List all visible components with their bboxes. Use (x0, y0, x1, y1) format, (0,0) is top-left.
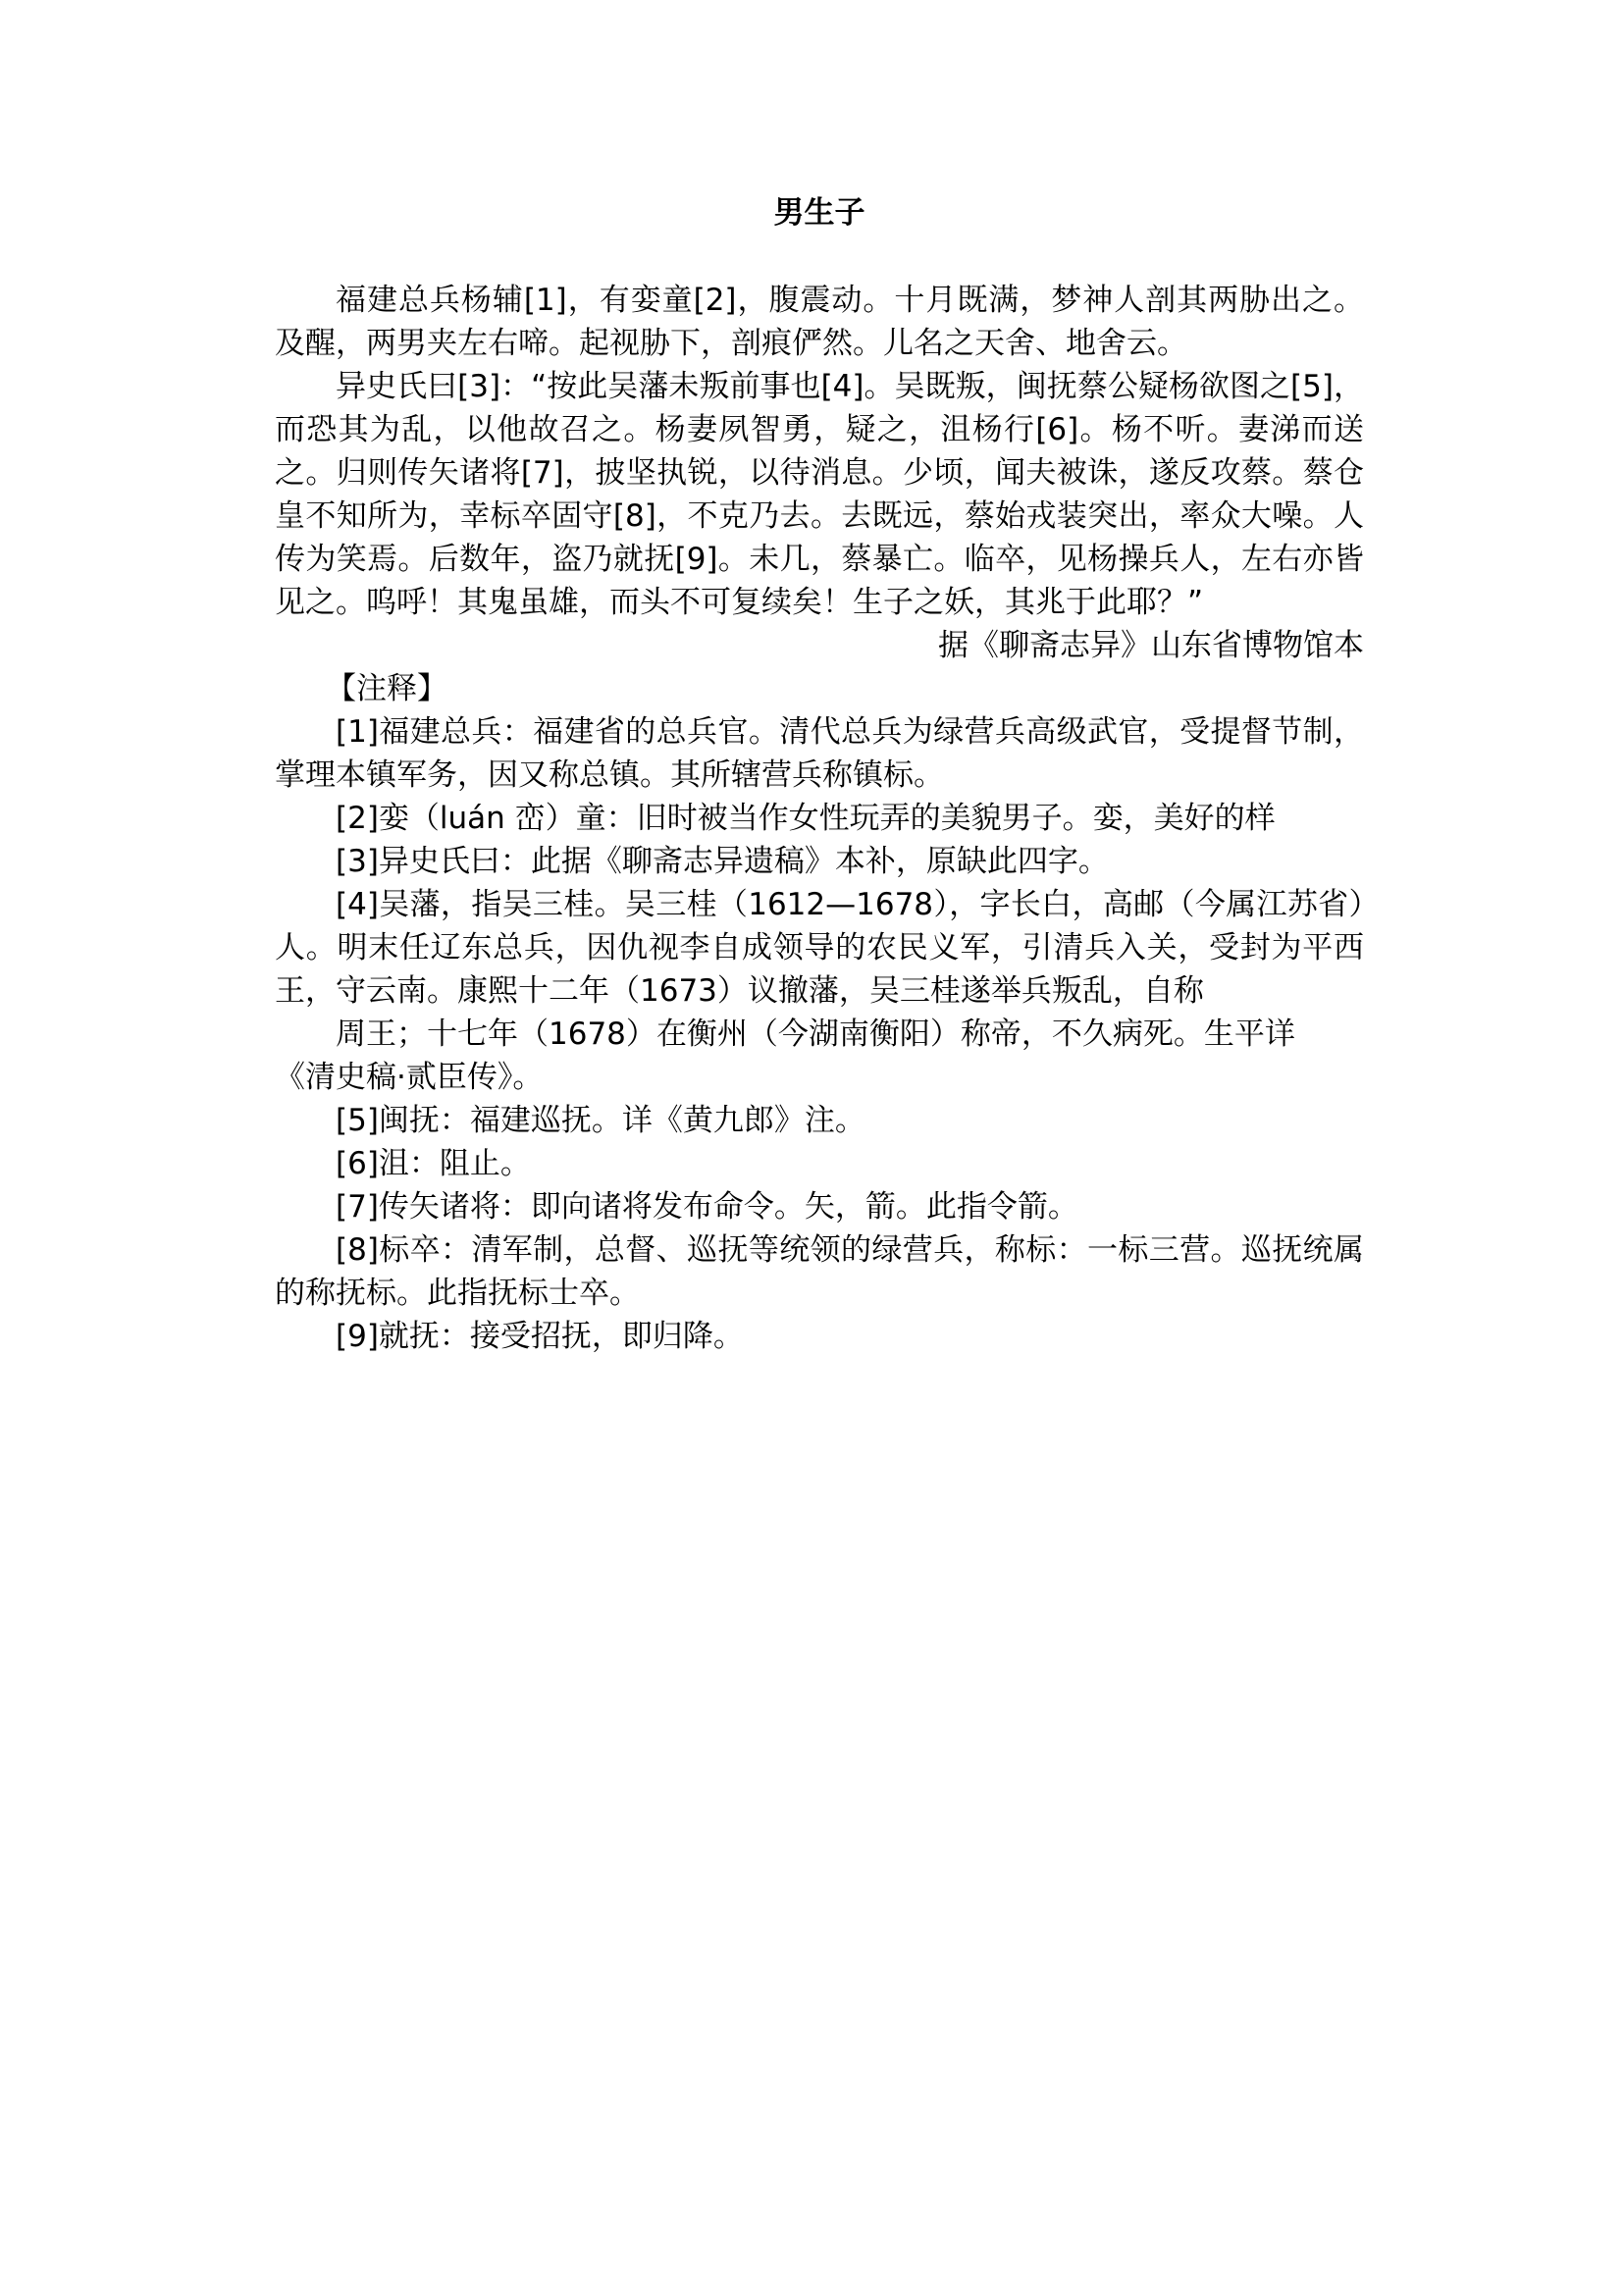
note-4-reference: 《清史稿·贰臣传》。 (275, 1060, 544, 1095)
document-title: 男生子 (773, 195, 865, 231)
note-3: [3]异史氏曰：此据《聊斋志异遗稿》本补，原缺此四字。 (336, 844, 1109, 879)
note-1: [1]福建总兵：福建省的总兵官。清代总兵为绿营兵高级武官，受提督节制，掌理本镇军务，因又称总镇。其所辖营兵称镇标。 (275, 714, 1364, 793)
notes-heading: 【注释】 (326, 671, 447, 706)
note-9: [9]就抚：接受招抚，即归降。 (336, 1319, 744, 1354)
note-5: [5]闽抚：福建巡抚。详《黄九郎》注。 (336, 1103, 865, 1138)
document-page (275, 191, 1364, 1358)
note-4-continuation: 周王；十七年（1678）在衡州（今湖南衡阳）称帝，不久病死。生平详 (336, 1017, 1295, 1052)
note-2: [2]娈（luán 峦）童：旧时被当作女性玩弄的美貌男子。娈，美好的样 (336, 801, 1276, 836)
note-6: [6]沮：阻止。 (336, 1146, 531, 1181)
body-paragraph-2: 异史氏曰[3]：“按此吴藩未叛前事也[4]。吴既叛，闽抚蔡公疑杨欲图之[5]，而恐其为乱，以他故召之。杨妻夙智勇，疑之，沮杨行[6]。杨不听。妻涕而送之。归则传矢诸将[7]，披坚执锐，以待消息。少顷，闻夫被诛，遂反攻蔡。蔡仓皇不知所为，幸标卒固守[8]，不克乃去。去既远，蔡始戎装突出，率众大噪。人传为笑焉。后数年，盗乃就抚[9]。未几，蔡暴亡。临卒，见杨操兵人，左右亦皆见之。呜呼！其鬼虽雄，而头不可复续矣！生子之妖，其兆于此耶？” (275, 369, 1364, 620)
note-4: [4]吴藩，指吴三桂。吴三桂（1612—1678），字长白，高邮（今属江苏省）人。明末任辽东总兵，因仇视李自成领导的农民义军，引清兵入关，受封为平西王，守云南。康熙十二年（1673）议撤藩，吴三桂遂举兵叛乱，自称 (275, 887, 1364, 1009)
source-citation: 据《聊斋志异》山东省博物馆本 (938, 628, 1364, 663)
note-7: [7]传矢诸将：即向诸将发布命令。矢，箭。此指令箭。 (336, 1189, 1078, 1225)
note-8: [8]标卒：清军制，总督、巡抚等统领的绿营兵，称标：一标三营。巡抚统属的称抚标。此指抚标士卒。 (275, 1232, 1364, 1311)
body-paragraph-1: 福建总兵杨辅[1]，有娈童[2]，腹震动。十月既满，梦神人剖其两胁出之。及醒，两男夹左右啼。起视胁下，剖痕俨然。儿名之天舍、地舍云。 (275, 283, 1364, 361)
